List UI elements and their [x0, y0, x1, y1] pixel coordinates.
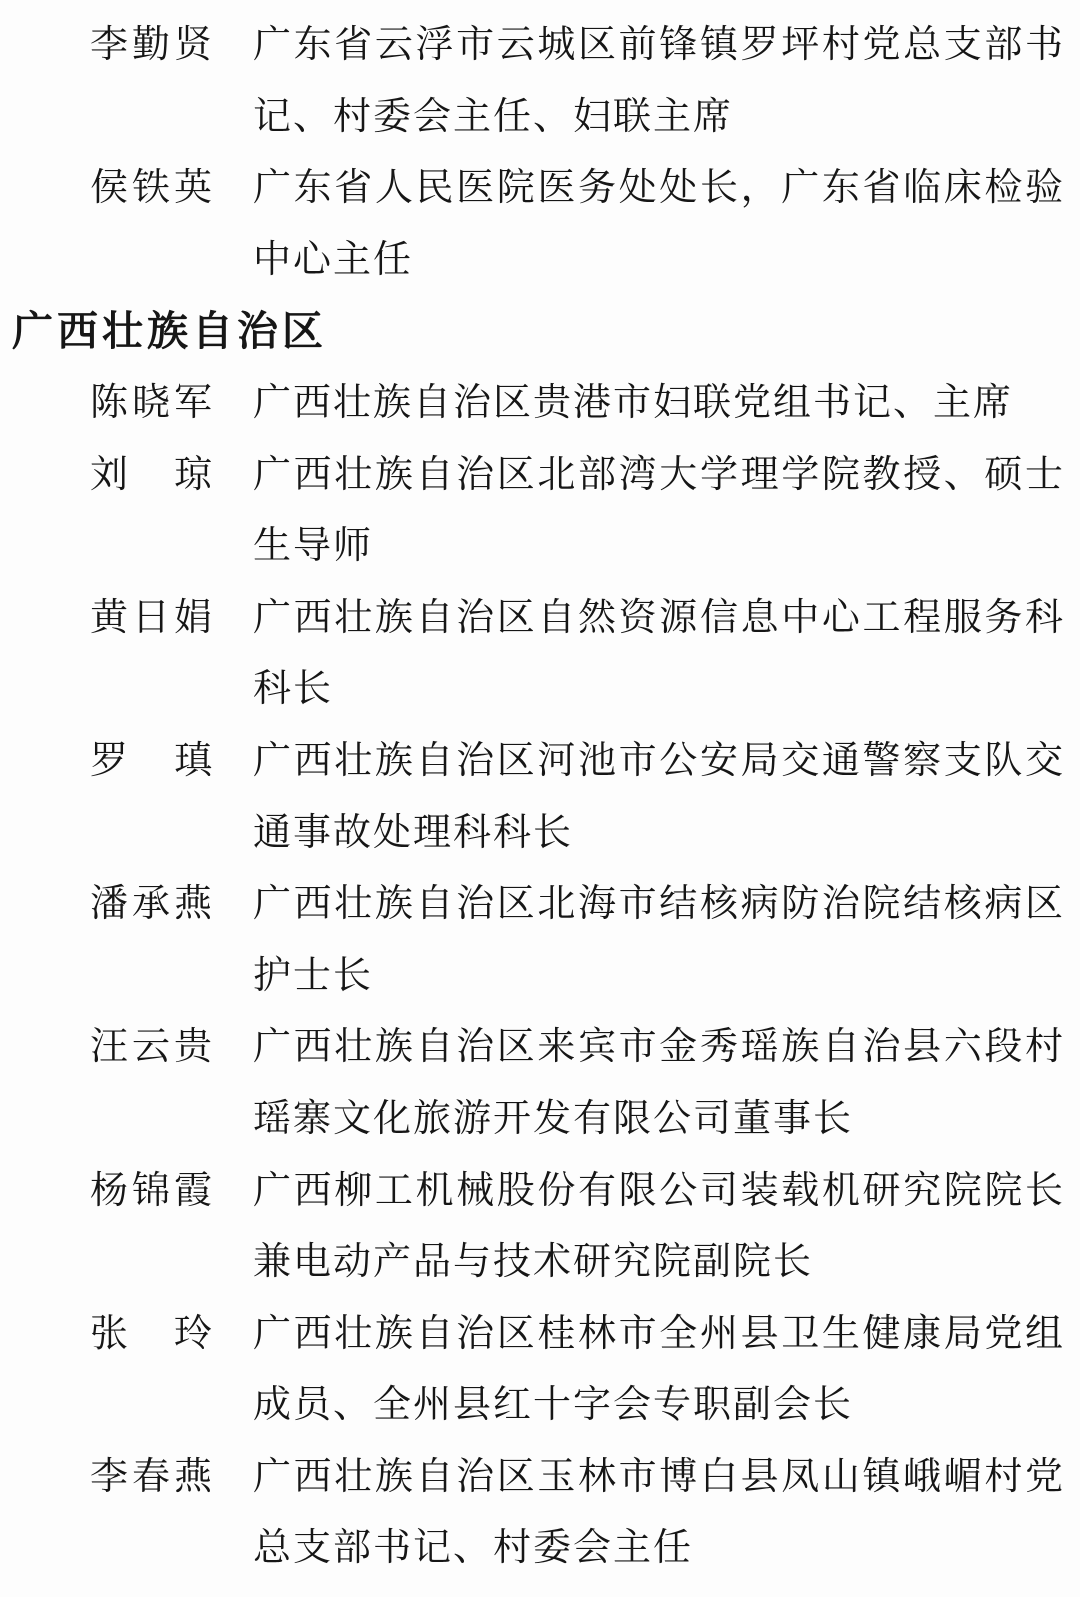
awardee-name: 罗瑱 — [90, 739, 212, 782]
awardee-title: 广西柳工机械股份有限公司装载机研究院院长兼电动产品与技术研究院副院长 — [253, 1169, 1065, 1284]
awardee-entry — [0, 1156, 1080, 1299]
awardee-list — [0, 10, 1080, 1585]
awardee-entry — [0, 1299, 1080, 1442]
awardee-name: 张玲 — [90, 1312, 212, 1355]
awardee-name: 陈晓军 — [90, 381, 212, 424]
awardee-name: 侯铁英 — [90, 167, 212, 210]
awardee-entry — [0, 583, 1080, 726]
awardee-title: 广西壮族自治区玉林市博白县凤山镇峨嵋村党总支部书记、村委会主任 — [253, 1455, 1065, 1570]
awardee-entry — [0, 726, 1080, 869]
awardee-title: 广西壮族自治区河池市公安局交通警察支队交通事故处理科科长 — [253, 739, 1065, 854]
awardee-title: 广西壮族自治区来宾市金秀瑶族自治县六段村瑶寨文化旅游开发有限公司董事长 — [253, 1026, 1065, 1140]
awardee-name: 刘琼 — [90, 453, 212, 496]
awardee-title: 广西壮族自治区自然资源信息中心工程服务科科长 — [253, 596, 1065, 711]
awardee-entry — [0, 368, 1080, 440]
awardee-title: 广西壮族自治区北海市结核病防治院结核病区护士长 — [253, 883, 1065, 997]
awardee-title: 广西壮族自治区桂林市全州县卫生健康局党组成员、全州县红十字会专职副会长 — [253, 1312, 1065, 1427]
awardee-entry — [0, 10, 1080, 153]
awardee-name: 潘承燕 — [90, 883, 212, 926]
awardee-entry — [0, 153, 1080, 296]
awardee-title: 广西壮族自治区贵港市妇联党组书记、主席 — [253, 381, 1014, 424]
awardee-entry — [0, 869, 1080, 1012]
awardee-name: 杨锦霞 — [90, 1169, 212, 1212]
awardee-title: 广东省人民医院医务处处长，广东省临床检验中心主任 — [253, 167, 1065, 281]
awardee-name: 黄日娟 — [90, 596, 212, 639]
awardee-name: 李勤贤 — [90, 24, 212, 66]
awardee-entry — [0, 1012, 1080, 1155]
region-section-header: 广西壮族自治区 — [12, 307, 327, 356]
awardee-entry — [0, 1442, 1080, 1585]
awardee-entry — [0, 440, 1080, 583]
awardee-title: 广西壮族自治区北部湾大学理学院教授、硕士生导师 — [253, 453, 1065, 568]
awardee-title: 广东省云浮市云城区前锋镇罗坪村党总支部书记、村委会主任、妇联主席 — [253, 24, 1065, 138]
awardee-name: 汪云贵 — [90, 1026, 212, 1069]
awardee-name: 李春燕 — [90, 1455, 212, 1498]
